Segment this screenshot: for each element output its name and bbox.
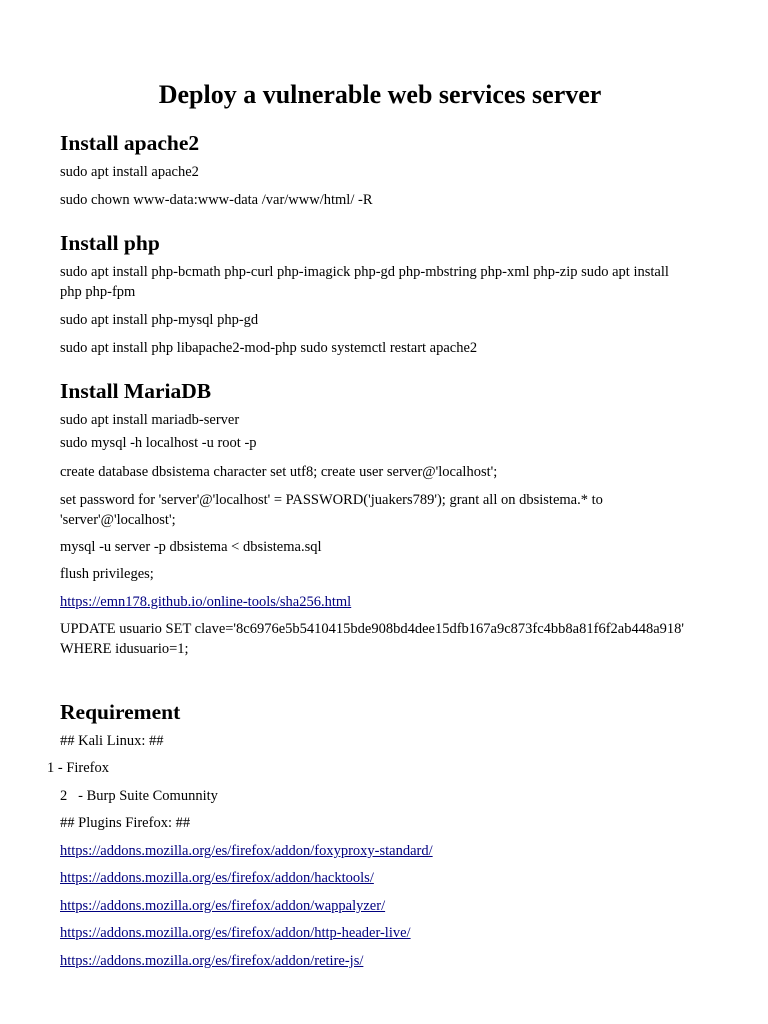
requirement-line-2: 1 - Firefox xyxy=(47,760,110,776)
hacktools-addon-link[interactable]: https://addons.mozilla.org/es/firefox/addon/hacktools/ xyxy=(60,870,374,886)
apache-line-2: sudo chown www-data:www-data /var/www/html/ -R xyxy=(60,192,373,208)
mariadb-line-4: set password for 'server'@'localhost' = PASSWORD('juakers789'); grant all on dbsistema.* to 'server'@'localhost'; xyxy=(60,492,603,528)
sha256-tool-link[interactable]: https://emn178.github.io/online-tools/sha256.html xyxy=(60,594,352,610)
http-header-live-link-row xyxy=(60,923,690,943)
requirement-line-1: ## Kali Linux: ## xyxy=(60,733,164,749)
foxyproxy-addon-link[interactable]: https://addons.mozilla.org/es/firefox/addon/foxyproxy-standard/ xyxy=(60,843,433,859)
mariadb-line-8: UPDATE usuario SET clave='8c6976e5b5410415bde908bd4dee15dfb167a9c873fc4bb8a81f6f2ab448a918' WHERE idusuario=1; xyxy=(60,621,685,657)
heading-requirement: Requirement xyxy=(60,700,181,724)
wappalyzer-addon-link[interactable]: https://addons.mozilla.org/es/firefox/addon/wappalyzer/ xyxy=(60,898,386,914)
retire-js-link-row xyxy=(60,951,690,971)
wappalyzer-link-row xyxy=(60,896,690,916)
mariadb-line-5: mysql -u server -p dbsistema < dbsistema.sql xyxy=(60,539,322,555)
page-title: Deploy a vulnerable web services server xyxy=(158,80,602,109)
mariadb-line-6: flush privileges; xyxy=(60,566,154,582)
heading-install-php: Install php xyxy=(60,231,160,255)
heading-install-mariadb: Install MariaDB xyxy=(60,379,212,403)
sha256-tool-link-row xyxy=(60,592,690,612)
requirement-line-4: ## Plugins Firefox: ## xyxy=(60,815,191,831)
php-line-3: sudo apt install php libapache2-mod-php sudo systemctl restart apache2 xyxy=(60,340,478,356)
heading-install-apache2: Install apache2 xyxy=(60,131,200,155)
hacktools-link-row xyxy=(60,868,690,888)
http-header-live-addon-link[interactable]: https://addons.mozilla.org/es/firefox/addon/http-header-live/ xyxy=(60,925,411,941)
requirement-line-3: 2 - Burp Suite Comunnity xyxy=(60,788,218,804)
mariadb-line-3: create database dbsistema character set utf8; create user server@'localhost'; xyxy=(60,464,498,480)
php-line-2: sudo apt install php-mysql php-gd xyxy=(60,312,259,328)
retire-js-addon-link[interactable]: https://addons.mozilla.org/es/firefox/addon/retire-js/ xyxy=(60,953,364,969)
php-line-1: sudo apt install php-bcmath php-curl php-imagick php-gd php-mbstring php-xml php-zip sudo apt install php php-fpm xyxy=(60,264,669,300)
mariadb-line-1: sudo apt install mariadb-server xyxy=(60,412,240,428)
mariadb-line-2: sudo mysql -h localhost -u root -p xyxy=(60,435,257,451)
apache-line-1: sudo apt install apache2 xyxy=(60,164,199,180)
foxyproxy-link-row xyxy=(60,841,690,861)
